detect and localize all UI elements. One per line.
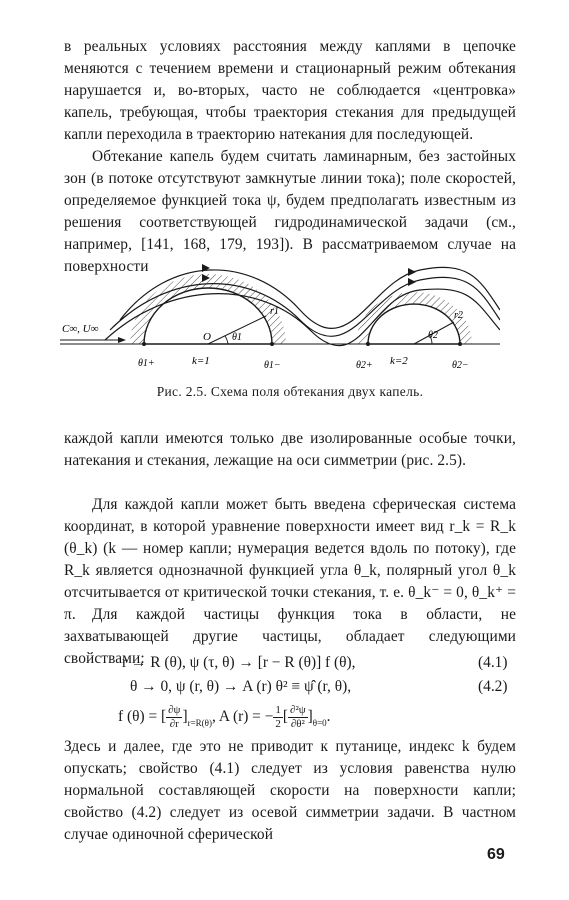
label-theta1-plus: θ1+ [138, 358, 155, 369]
label-r2: r2 [454, 310, 463, 321]
eq3-left: f (θ) = [118, 708, 161, 726]
label-k1: k=1 [192, 355, 210, 367]
label-theta2: θ2 [428, 330, 438, 341]
figure-caption: Рис. 2.5. Схема поля обтекания двух капель. [156, 384, 424, 399]
paragraph-6: Здесь и далее, где это не приводит к путанице, индекс k будем опускать; свойство (4.1) следует из условия равенства нулю нормальной составляющей скорости на поверхности капли; свойство (4.2) следует из осевой симметрии задачи. В частном случае одиночной сферической [64, 738, 516, 843]
streamline-arrow [408, 278, 416, 286]
eq3-mid: , A (r) = − [211, 708, 274, 726]
paragraph-4: Для каждой капли может быть введена сферическая система координат, в которой уравнение поверхности имеет вид r_k = R_k (θ_k) (k — номер капли; нумерация ведется вдоль по потоку), где R_k является однозначной функцией угла θ_k, полярный угол θ_k отсчитывается от критической точки стекания, т. е. θ_k⁻ = 0, θ_k⁺ = π. [64, 496, 516, 623]
label-theta1-minus: θ1− [264, 360, 281, 371]
label-flow: C∞, U∞ [62, 323, 99, 335]
equation-number-4-2: (4.2) [478, 678, 508, 695]
equation-4-1: r → R (θ), ψ (τ, θ) → [r − R (θ)] f (θ), [122, 654, 356, 671]
page-number: 69 [487, 846, 505, 863]
fraction-dpsi-dr: $\frac{\partial\psi}{\partial r}$ [168, 704, 181, 730]
figure-flow-scheme [60, 260, 500, 380]
paragraph-1: в реальных условиях расстояния между каплями в цепочке меняются с течением времени и стационарный режим обтекания нарушается и, во-вторых, часто не соблюдается «центровка» капель, требующая, чтобы траектория стекания для предыдущей капли переходила в траекторию натекания для последующей. [64, 38, 516, 143]
paragraph-2: Обтекание капель будем считать ламинарным, без застойных зон (в потоке отсутствуют замкнутые линии тока); поле скоростей, определяемое функцией тока ψ, будем предполагать известным из решения соответствующей гидродинамической задачи (см., например, [141, 168, 179, 193]). В рассматриваемом случае на поверхности [64, 148, 516, 275]
fraction-d2psi-dtheta2: $\frac{\text{∂²ψ}}{\text{∂θ²}}$ [290, 704, 306, 730]
eq3-sub-a: r=R(θ) [187, 718, 212, 729]
equation-4-2: θ → 0, ψ (r, θ) → A (r) θ² ≡ ψ̂ (r, θ), [130, 678, 352, 695]
equation-definitions: f (θ) = [ $\frac{\partial\psi}{\partial r}$ ]$_{r=R(\theta)}$, A (r) = − $\frac{1}{2}$ [ $\frac{\text{∂²ψ}}{\text{∂θ²}}$ ]$_{\theta=0}$. [118, 704, 331, 730]
label-origin: O [203, 331, 211, 343]
label-r1: r1 [270, 306, 279, 317]
fraction-half: $\frac{1}{2}$ [275, 704, 281, 730]
streamline-arrow [408, 268, 416, 276]
equation-number-4-1: (4.1) [478, 654, 508, 671]
eq3-sub-c: θ=0 [312, 718, 327, 729]
paragraph-5: Для каждой частицы функция тока в области, не захватывающей другие частицы, обладает следующими свойствами: [64, 606, 516, 667]
label-theta2-plus: θ2+ [356, 360, 373, 371]
paragraph-3: каждой капли имеются только две изолированные особые точки, натекания и стекания, лежащие на оси симметрии (рис. 2.5). [64, 430, 516, 469]
label-theta2-minus: θ2− [452, 360, 469, 371]
label-k2: k=2 [390, 355, 408, 367]
label-theta1: θ1 [232, 332, 242, 343]
